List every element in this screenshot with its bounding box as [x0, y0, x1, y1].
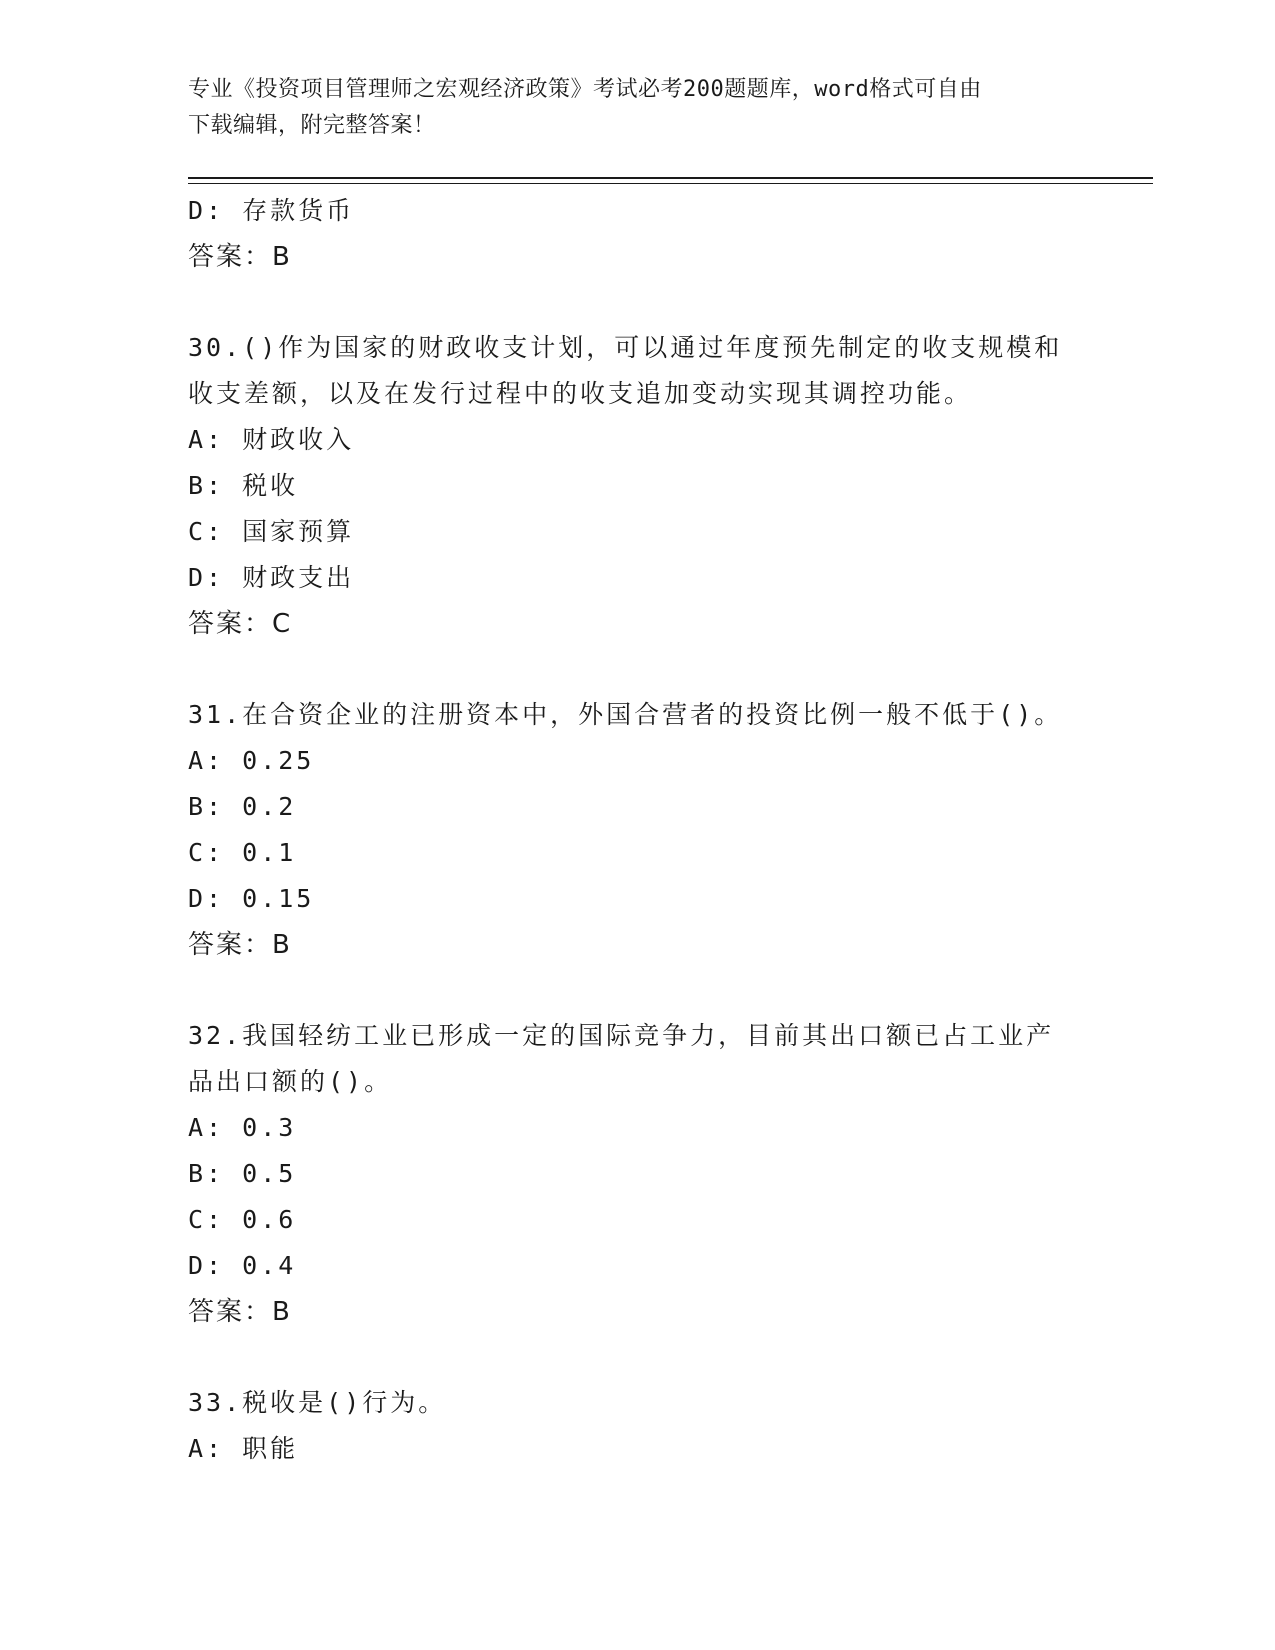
answer: 答案：B — [188, 930, 292, 960]
option-d: D: 财政支出 — [188, 563, 355, 592]
option-d: D: 存款货币 — [188, 196, 355, 225]
option-b: B: 税收 — [188, 471, 299, 500]
option-a: A: 0.3 — [188, 1113, 297, 1142]
header-rule-thin — [188, 183, 1153, 184]
option-b: B: 0.2 — [188, 792, 297, 821]
question-30 — [188, 325, 1088, 647]
question-text-line: 32.我国轻纺工业已形成一定的国际竞争力，目前其出口额已占工业产 — [188, 1021, 1055, 1050]
header-rule-thick — [188, 177, 1153, 179]
option-c: C: 国家预算 — [188, 517, 355, 546]
question-text-line: 33.税收是()行为。 — [188, 1388, 447, 1417]
option-b: B: 0.5 — [188, 1159, 297, 1188]
question-text-line: 品出口额的()。 — [188, 1067, 393, 1096]
option-d: D: 0.4 — [188, 1251, 297, 1280]
answer: 答案：B — [188, 1297, 292, 1327]
document-header — [188, 72, 1088, 144]
question-text-line: 收支差额，以及在发行过程中的收支追加变动实现其调控功能。 — [188, 379, 973, 408]
option-d: D: 0.15 — [188, 884, 315, 913]
option-c: C: 0.1 — [188, 838, 297, 867]
question-32 — [188, 1013, 1088, 1335]
previous-question-tail — [188, 188, 1088, 280]
question-33 — [188, 1380, 1088, 1472]
question-list — [188, 188, 1088, 1472]
option-a: A: 职能 — [188, 1434, 299, 1463]
option-a: A: 0.25 — [188, 746, 315, 775]
question-text-line: 31.在合资企业的注册资本中，外国合营者的投资比例一般不低于()。 — [188, 700, 1063, 729]
question-text-line: 30.()作为国家的财政收支计划，可以通过年度预先制定的收支规模和 — [188, 333, 1063, 362]
option-c: C: 0.6 — [188, 1205, 297, 1234]
answer: 答案：B — [188, 242, 292, 272]
answer: 答案：C — [188, 609, 293, 639]
header-line-2: 下载编辑，附完整答案！ — [188, 113, 436, 138]
question-31 — [188, 692, 1088, 968]
option-a: A: 财政收入 — [188, 425, 355, 454]
header-line-1: 专业《投资项目管理师之宏观经济政策》考试必考200题题库，word格式可自由 — [188, 77, 982, 102]
